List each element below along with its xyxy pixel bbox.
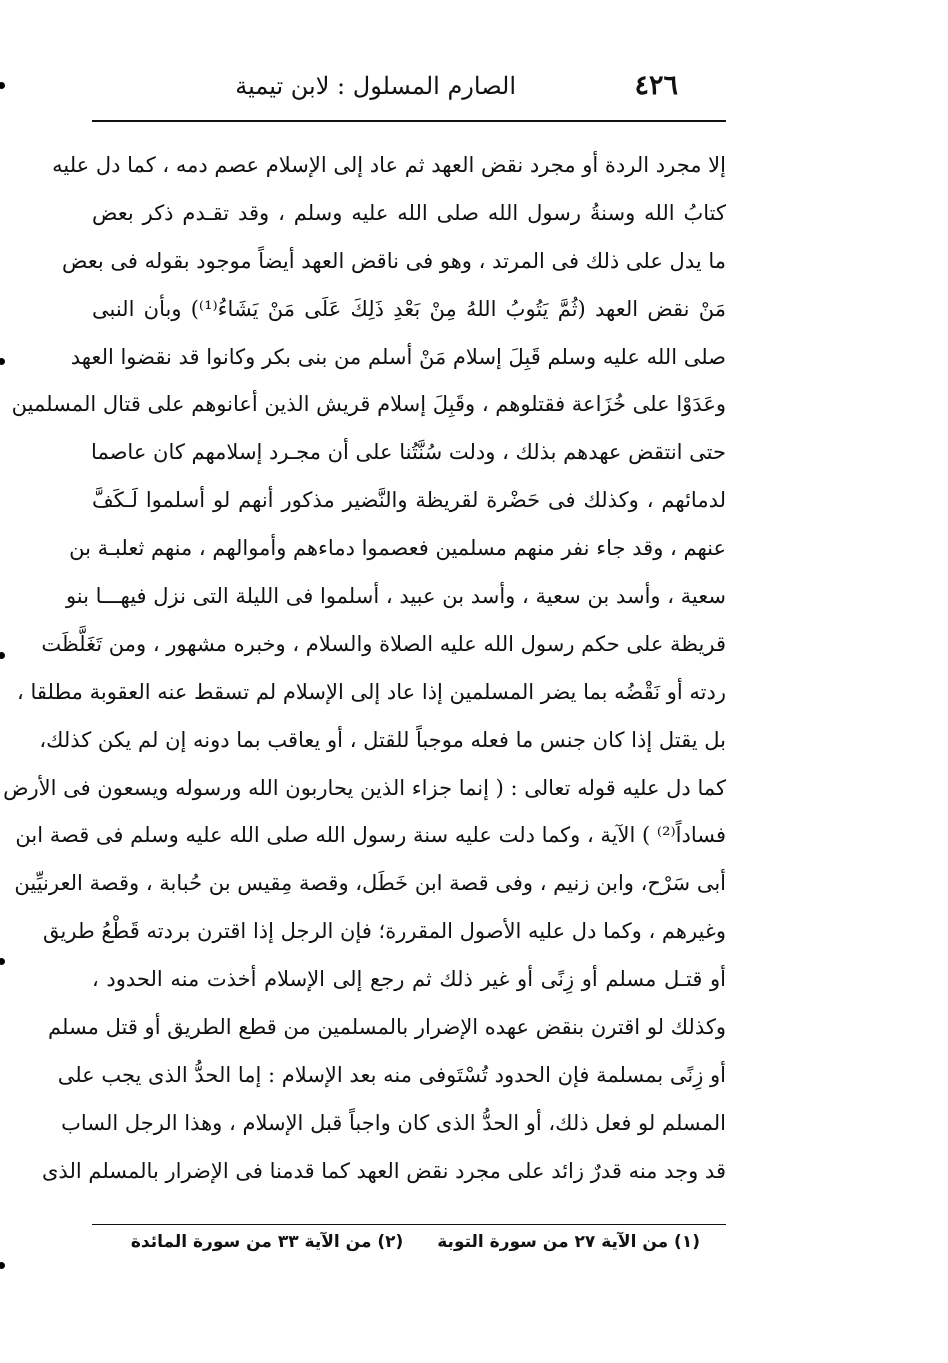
text-line: لدمائهم ، وكذلك فى حَضْرة لقريظة والنَّضير مذكور أنهم لو أسلموا لَـكَفَّ	[92, 488, 726, 513]
text-line: سعية ، وأسد بن سعية ، وأسد بن عبيد ، أسلموا فى الليلة التى نزل فيهـــا بنو	[65, 584, 726, 609]
footnote-rule	[92, 1224, 726, 1225]
text-line: قريظة على حكم رسول الله عليه الصلاة والسلام ، وخبره مشهور ، ومن تَغَلَّظَت	[41, 631, 726, 656]
body-text	[3, 142, 727, 1196]
text-line: أبى سَرْح، وابن زنيم ، وفى قصة ابن خَطَل، وقصة مِقيس بن حُبابة ، وقصة العرنيِّين	[14, 871, 726, 896]
footnotes	[92, 1232, 726, 1252]
text-line: أو قتـل مسلم أو زِنًى أو غير ذلك ثم رجع إلى الإسلام أخذت منه الحدود ،	[92, 967, 726, 992]
header-rule	[92, 120, 726, 122]
page-header	[92, 68, 726, 112]
page-number: ٤٢٦	[634, 70, 678, 101]
text-line: المسلم لو فعل ذلك، أو الحدُّ الذى كان واجباً قبل الإسلام ، وهذا الرجل الساب	[61, 1110, 726, 1135]
text-line: كما دل عليه قوله تعالى : ( إنما جزاء الذين يحاربون الله ورسوله ويسعون فى الأرض	[3, 775, 726, 800]
text-line: وعَدَوْا على خُزَاعة فقتلوهم ، وقَبِلَ إسلام قريش الذين أعانوهم على قتال المسلمين	[11, 392, 726, 417]
text-line: وكذلك لو اقترن بنقض عهده الإضرار بالمسلمين من قطع الطريق أو قتل مسلم	[48, 1015, 726, 1040]
text-line: كتابُ الله وسنةُ رسول الله صلى الله عليه وسلم ، وقد تقـدم ذكر بعض	[92, 200, 726, 225]
text-line: عنهم ، وقد جاء نفر منهم مسلمين فعصموا دماءهم وأموالهم ، منهم ثعلبـة بن	[69, 536, 726, 561]
text-line: وغيرهم ، وكما دل عليه الأصول المقررة؛ فإن الرجل إذا اقترن بردته قَطْعُ طريق	[43, 919, 726, 944]
scan-mark	[0, 652, 5, 659]
text-line: أو زِنًى بمسلمة فإن الحدود تُسْتَوفى منه بعد الإسلام : إما الحدُّ الذى يجب على	[57, 1062, 726, 1087]
footnote-1: (١) من الآية ٢٧ من سورة التوبة	[437, 1232, 700, 1252]
scan-mark	[0, 358, 5, 365]
text-line: حتى انتقض عهدهم بذلك ، ودلت سُنَّتُنا على أن مجـرد إسلامهم كان عاصما	[91, 440, 726, 465]
scan-mark	[0, 1262, 5, 1269]
text-line: قد وجد منه قدرٌ زائد على مجرد نقض العهد كما قدمنا فى الإضرار بالمسلم الذى	[41, 1158, 726, 1183]
footnote-2: (٢) من الآية ٣٣ من سورة المائدة	[130, 1232, 404, 1252]
text-line: إلا مجرد الردة أو مجرد نقض العهد ثم عاد إلى الإسلام عصم دمه ، كما دل عليه	[52, 153, 726, 177]
scan-mark	[0, 958, 5, 965]
running-title: الصارم المسلول : لابن تيمية	[235, 72, 516, 100]
text-line: بل يقتل إذا كان جنس ما فعله موجباً للقتل ، أو يعاقب بما دونه إن لم يكن كذلك،	[39, 727, 726, 752]
text-line: فساداً⁽²⁾ ) الآية ، وكما دلت عليه سنة رسول الله صلى الله عليه وسلم فى قصة ابن	[15, 823, 726, 848]
scan-mark	[0, 82, 5, 89]
text-line: ردته أو نَقْضُه بما يضر المسلمين إذا عاد إلى الإسلام لم تسقط عنه العقوبة مطلقا ،	[17, 679, 726, 704]
text-line: مَنْ نقض العهد (ثُمَّ يَتُوبُ اللهُ مِنْ بَعْدِ ذَلِكَ عَلَى مَنْ يَشَاءُ⁽¹⁾) وبأن النبى	[92, 296, 727, 321]
text-line: صلى الله عليه وسلم قَبِلَ إسلام مَنْ أسلم من بنى بكر وكانوا قد نقضوا العهد	[70, 344, 726, 369]
text-line: ما يدل على ذلك فى المرتد ، وهو فى ناقض العهد أيضاً موجود بقوله فى بعض	[62, 248, 726, 273]
